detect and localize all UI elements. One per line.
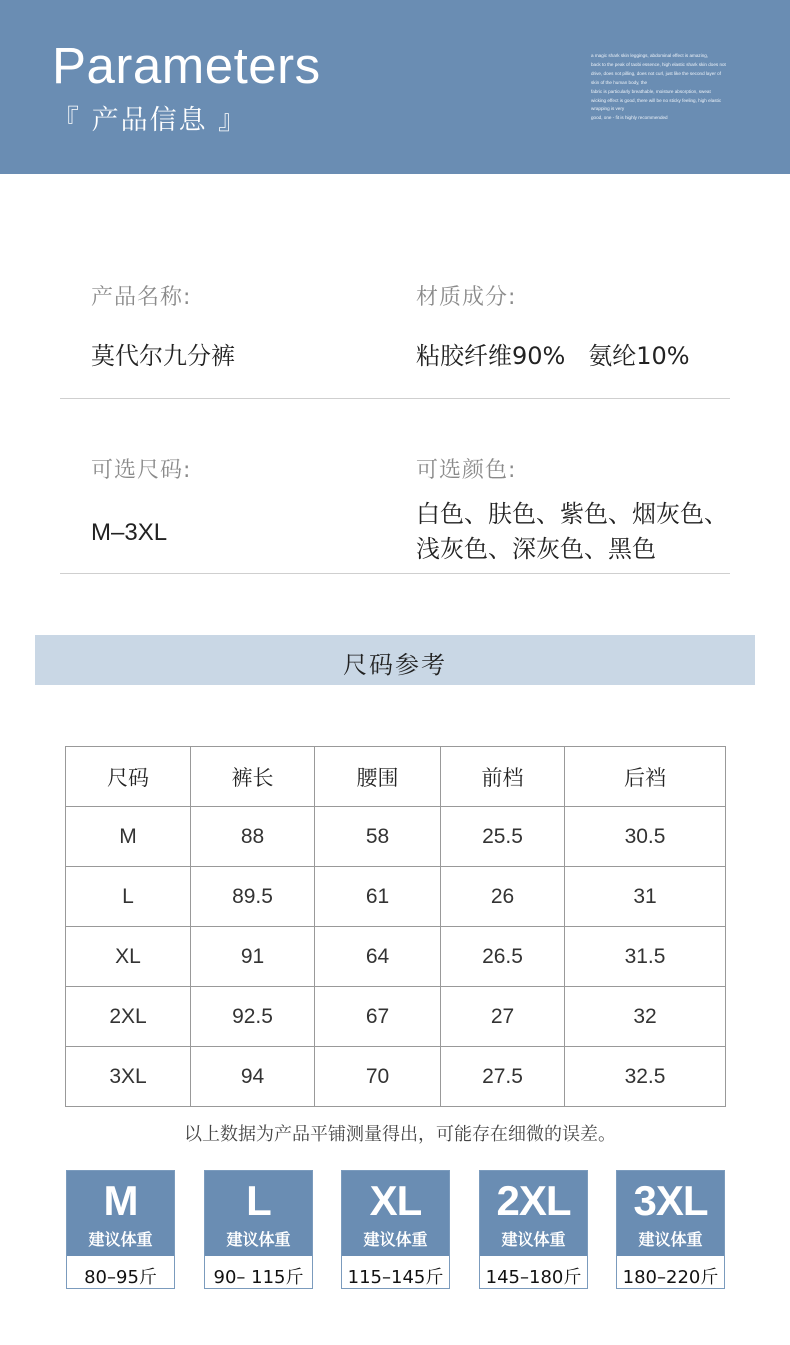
table-cell: 3XL [66, 1047, 191, 1107]
material-value: 粘胶纤维90% 氨纶10% [416, 342, 690, 370]
page-title: Parameters [52, 37, 321, 94]
size-label: 可选尺码: [91, 458, 192, 483]
color-value-line1: 白色、肤色、紫色、烟灰色、 [416, 500, 728, 528]
size-reference-band [35, 635, 755, 685]
size-table [65, 746, 726, 1107]
description-line: fabric is particularly breathable, moisture absorption, sweat [591, 88, 711, 94]
table-cell: 64 [315, 927, 441, 987]
weight-card-header [67, 1171, 174, 1256]
table-cell: XL [66, 927, 191, 987]
weight-card-header [205, 1171, 312, 1256]
header-banner [0, 0, 790, 174]
table-cell: 91 [191, 927, 315, 987]
table-cell: L [66, 867, 191, 927]
weight-card-range: 80–95斤 [84, 1267, 157, 1288]
weight-card-label: 建议体重 [638, 1230, 703, 1249]
divider [60, 398, 730, 399]
table-cell: 2XL [66, 987, 191, 1047]
table-cell: 27 [441, 987, 565, 1047]
divider [60, 573, 730, 574]
weight-card-range: 115–145斤 [347, 1267, 444, 1288]
description-line: back to the peak of taobi essence, high elastic shark skin does not [591, 61, 726, 67]
description-line: skin of the human body, the [591, 79, 648, 85]
weight-card-label: 建议体重 [88, 1230, 153, 1249]
table-cell: 31.5 [565, 927, 726, 987]
weight-card-m [66, 1170, 175, 1289]
table-cell: 27.5 [441, 1047, 565, 1107]
table-cell: M [66, 807, 191, 867]
column-header: 后裆 [565, 747, 726, 807]
weight-card-range: 90– 115斤 [213, 1267, 304, 1288]
product-name-label: 产品名称: [91, 285, 192, 310]
color-label: 可选颜色: [416, 458, 517, 483]
weight-card-l [204, 1170, 313, 1289]
weight-card-size: 2XL [496, 1177, 571, 1224]
table-cell: 58 [315, 807, 441, 867]
size-value: M–3XL [91, 519, 168, 546]
table-cell: 94 [191, 1047, 315, 1107]
description-line: a magic shark skin leggings, abdominal effect is amazing, [591, 53, 709, 58]
weight-card-3xl [616, 1170, 725, 1289]
product-name-value: 莫代尔九分裤 [91, 342, 235, 370]
table-cell: 70 [315, 1047, 441, 1107]
description-line: drive, does not pilling, does not curl, just like the second layer of [591, 70, 721, 76]
table-cell: 88 [191, 807, 315, 867]
color-value-line2: 浅灰色、深灰色、黑色 [416, 535, 656, 563]
table-row [66, 867, 726, 927]
table-header-row [66, 747, 726, 807]
size-reference-title: 尺码参考 [343, 651, 447, 679]
table-cell: 26.5 [441, 927, 565, 987]
column-header: 前档 [441, 747, 565, 807]
table-cell: 25.5 [441, 807, 565, 867]
table-cell: 26 [441, 867, 565, 927]
description-line: wicking effect is good, there will be no sticky feeling, high elastic [591, 97, 722, 103]
page-subtitle: 『 产品信息 』 [52, 105, 248, 136]
column-header: 腰围 [315, 747, 441, 807]
weight-card-size: M [103, 1177, 138, 1224]
weight-card-label: 建议体重 [501, 1230, 566, 1249]
weight-card-label: 建议体重 [226, 1230, 291, 1249]
table-row [66, 927, 726, 987]
table-cell: 61 [315, 867, 441, 927]
table-cell: 92.5 [191, 987, 315, 1047]
table-cell: 31 [565, 867, 726, 927]
weight-card-2xl [479, 1170, 588, 1289]
table-cell: 89.5 [191, 867, 315, 927]
header-description [591, 52, 731, 123]
weight-card-header [342, 1171, 449, 1256]
measurement-note: 以上数据为产品平铺测量得出，可能存在细微的误差。 [184, 1124, 616, 1145]
table-cell: 30.5 [565, 807, 726, 867]
weight-card-xl [341, 1170, 450, 1289]
description-line: wrapping is very [591, 106, 625, 112]
weight-card-header [480, 1171, 587, 1256]
weight-card-header [617, 1171, 724, 1256]
weight-card-range: 145–180斤 [485, 1267, 582, 1288]
weight-card-size: XL [369, 1177, 422, 1224]
material-label: 材质成分: [416, 285, 517, 310]
table-cell: 32.5 [565, 1047, 726, 1107]
weight-card-size: 3XL [633, 1177, 708, 1224]
table-row [66, 807, 726, 867]
weight-card-range: 180–220斤 [622, 1267, 719, 1288]
column-header: 尺码 [66, 747, 191, 807]
column-header: 裤长 [191, 747, 315, 807]
table-row [66, 987, 726, 1047]
weight-card-size: L [246, 1177, 271, 1224]
description-line: good, one - fit is highly recommended [591, 115, 668, 121]
weight-card-label: 建议体重 [363, 1230, 428, 1249]
table-cell: 67 [315, 987, 441, 1047]
table-row [66, 1047, 726, 1107]
table-cell: 32 [565, 987, 726, 1047]
